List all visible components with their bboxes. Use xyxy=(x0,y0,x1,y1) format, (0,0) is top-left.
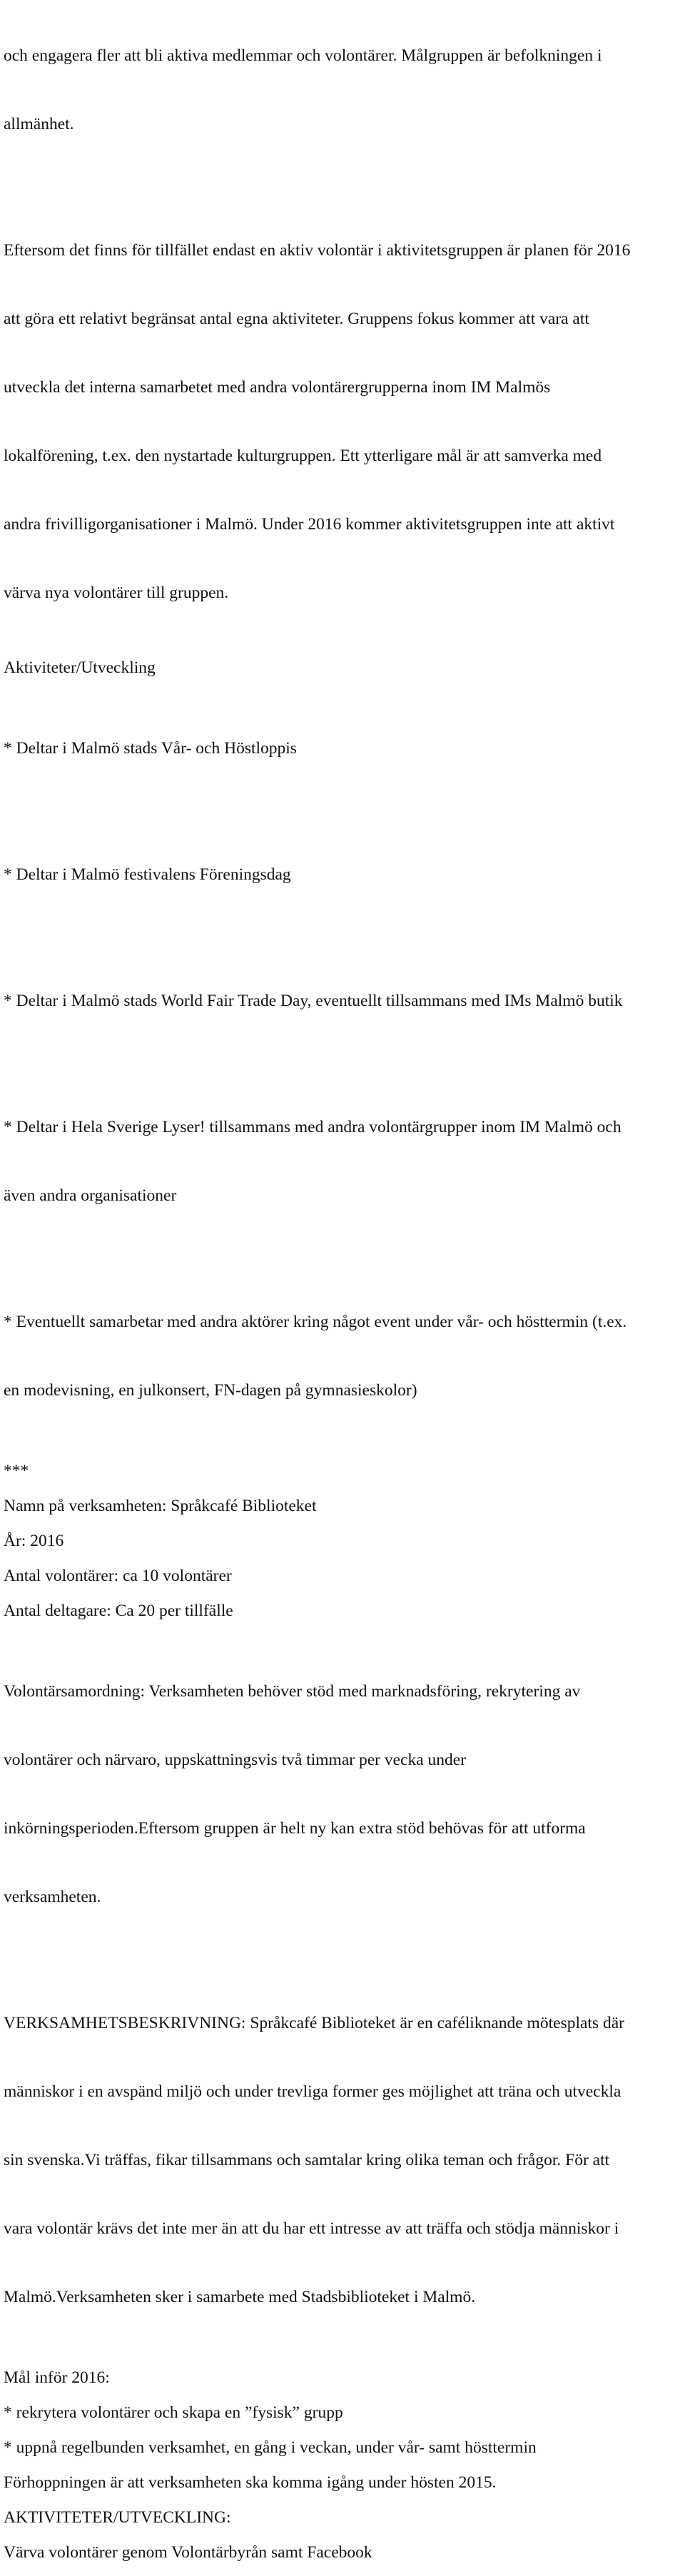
section-separator: *** xyxy=(4,1462,29,1480)
text-line: inkörningsperioden.Eftersom gruppen är helt ny kan extra stöd behövas för att utforma xyxy=(4,1819,586,1838)
text-line: värva nya volontärer till gruppen. xyxy=(4,584,229,602)
text-line: allmänhet. xyxy=(4,115,74,133)
text-line: och engagera fler att bli aktiva medlemmar och volontärer. Målgruppen är befolkningen i xyxy=(4,46,602,65)
plan-paragraph xyxy=(4,193,683,650)
text-line: * Deltar i Malmö stads Vår- och Höstloppis xyxy=(4,739,297,758)
text-line: vara volontär krävs det inte mer än att du har ett intresse av att träffa och stödja människor i xyxy=(4,2219,619,2238)
goals-heading: Mål inför 2016: xyxy=(4,2368,110,2387)
text-line: en modevisning, en julkonsert, FN-dagen på gymnasieskolor) xyxy=(4,1381,417,1400)
text-line: sin svenska.Vi träffas, fikar tillsammans och samtalar kring olika teman och frågor. För att xyxy=(4,2151,610,2169)
volunteer-count: Antal volontärer: ca 10 volontärer xyxy=(4,1567,232,1585)
text-line: även andra organisationer xyxy=(4,1186,177,1205)
text-line: att göra ett relativt begränsat antal egna aktiviteter. Gruppens fokus kommer att vara att xyxy=(4,310,589,328)
goal-item: * uppnå regelbunden verksamhet, en gång i veckan, under vår- samt hösttermin xyxy=(4,2438,537,2457)
text-line: Volontärsamordning: Verksamheten behöver stöd med marknadsföring, rekrytering av xyxy=(4,1682,581,1701)
activity-item xyxy=(4,1265,683,1447)
text-line: utveckla det interna samarbetet med andra volontärergrupperna inom IM Malmös xyxy=(4,378,551,397)
coordination-paragraph xyxy=(4,1634,683,1954)
participant-count: Antal deltagare: Ca 20 per tillfälle xyxy=(4,1602,233,1620)
activity-item xyxy=(4,818,683,932)
activity-name: Namn på verksamheten: Språkcafé Biblioteket xyxy=(4,1497,317,1515)
activity-item xyxy=(4,1070,683,1253)
text-line: VERKSAMHETSBESKRIVNING: Språkcafé Biblioteket är en caféliknande mötesplats där xyxy=(4,2014,624,2032)
activities-heading: Aktiviteter/Utveckling xyxy=(4,658,156,677)
hope-line: Förhoppningen är att verksamheten ska komma igång under hösten 2015. xyxy=(4,2473,497,2492)
text-line: volontärer och närvaro, uppskattningsvis två timmar per vecka under xyxy=(4,1751,467,1769)
text-line: andra frivilligorganisationer i Malmö. Under 2016 kommer aktivitetsgruppen inte att aktivt xyxy=(4,515,615,534)
document-page xyxy=(4,0,683,2576)
activities2-heading: AKTIVITETER/UTVECKLING: xyxy=(4,2508,231,2527)
text-line: * Deltar i Hela Sverige Lyser! tillsammans med andra volontärgrupper inom IM Malmö och xyxy=(4,1118,621,1136)
recruit-line: Värva volontärer genom Volontärbyrån samt Facebook xyxy=(4,2543,372,2562)
text-line: * Deltar i Malmö stads World Fair Trade Day, eventuellt tillsammans med IMs Malmö butik xyxy=(4,992,623,1010)
activity-item xyxy=(4,691,683,805)
text-line: lokalförening, t.ex. den nystartade kulturgruppen. Ett ytterligare mål är att samverka med xyxy=(4,447,602,465)
text-line: * Deltar i Malmö festivalens Föreningsdag xyxy=(4,865,291,884)
description-paragraph xyxy=(4,1966,683,2354)
text-line: Malmö.Verksamheten sker i samarbete med Stadsbiblioteket i Malmö. xyxy=(4,2288,476,2306)
text-line: verksamheten. xyxy=(4,1888,101,1906)
text-line: människor i en avspänd miljö och under trevliga former ges möjlighet att träna och utveckla xyxy=(4,2082,621,2101)
activity-item xyxy=(4,944,683,1058)
text-line: * Eventuellt samarbetar med andra aktörer kring något event under vår- och hösttermin (t.ex. xyxy=(4,1313,627,1331)
activity-year: År: 2016 xyxy=(4,1532,64,1550)
text-line: Eftersom det finns för tillfället endast en aktiv volontär i aktivitetsgruppen är planen för 2016 xyxy=(4,241,631,260)
goal-item: * rekrytera volontärer och skapa en ”fysisk” grupp xyxy=(4,2403,343,2422)
intro-paragraph xyxy=(4,0,683,181)
